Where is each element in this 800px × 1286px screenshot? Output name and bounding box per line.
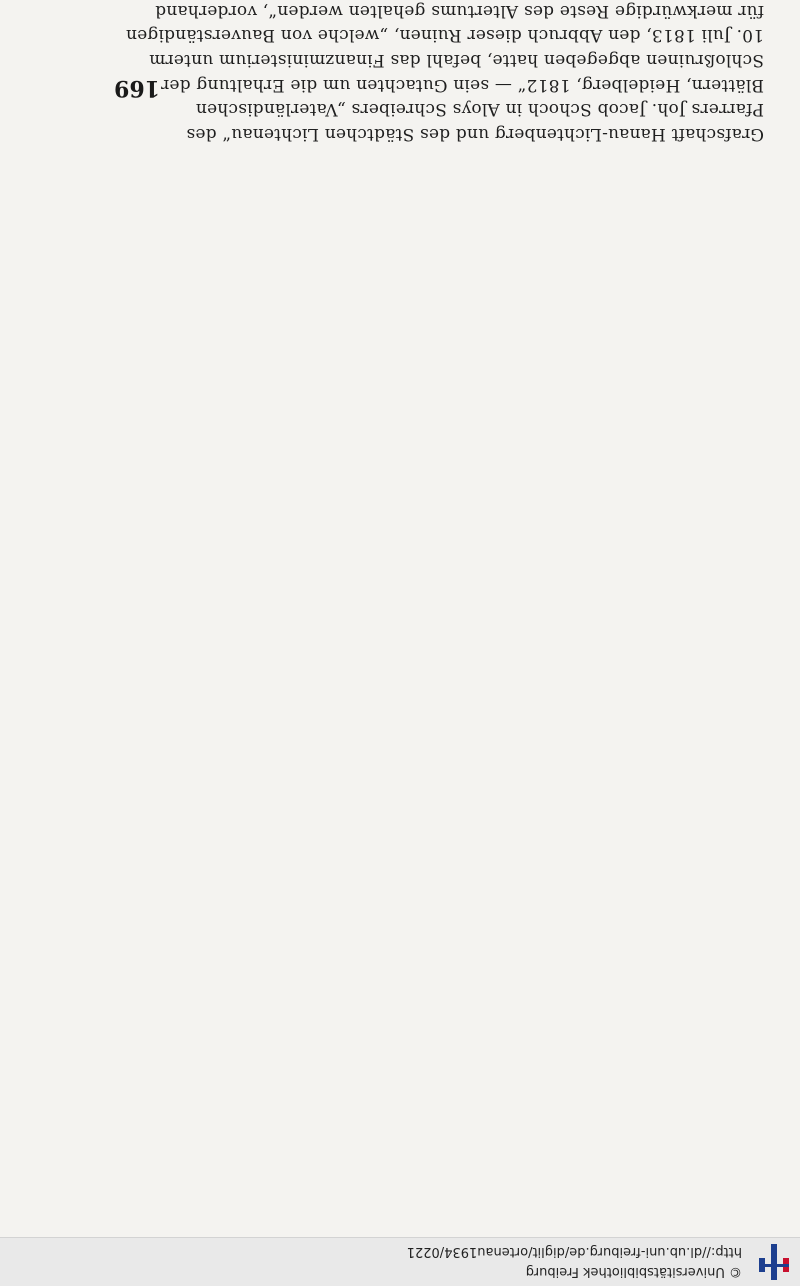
university-logo-icon — [754, 1242, 794, 1282]
text-line: Schloßruinen abgegeben hatte, befahl das Finanzministerium unterm — [149, 50, 764, 71]
source-url-link[interactable]: http://dl.ub.uni-freiburg.de/diglit/ortenau1934/0221 — [406, 1244, 742, 1259]
text-line: 10. Juli 1813, den Abbruch dieser Ruinen, „welche von Bauverständigen — [125, 25, 764, 46]
viewer-header — [0, 1237, 800, 1286]
text-line: für merkwürdige Reste des Altertums gehalten werden“, vorderhand — [155, 0, 764, 21]
text-line: Pfarrers Joh. Jacob Schoch in Aloys Schreibers „Vaterländischen — [195, 99, 764, 120]
text-line: Grafschaft Hanau-Lichtenberg und des Städtchen Lichtenau“ des — [186, 124, 764, 144]
page-number: 169 — [114, 75, 160, 101]
text-line: Blättern, Heidelberg, 1812“ — sein Gutachten um die Erhaltung der — [160, 74, 764, 95]
copyright-credit: © Universitätsbibliothek Freiburg — [525, 1264, 742, 1279]
